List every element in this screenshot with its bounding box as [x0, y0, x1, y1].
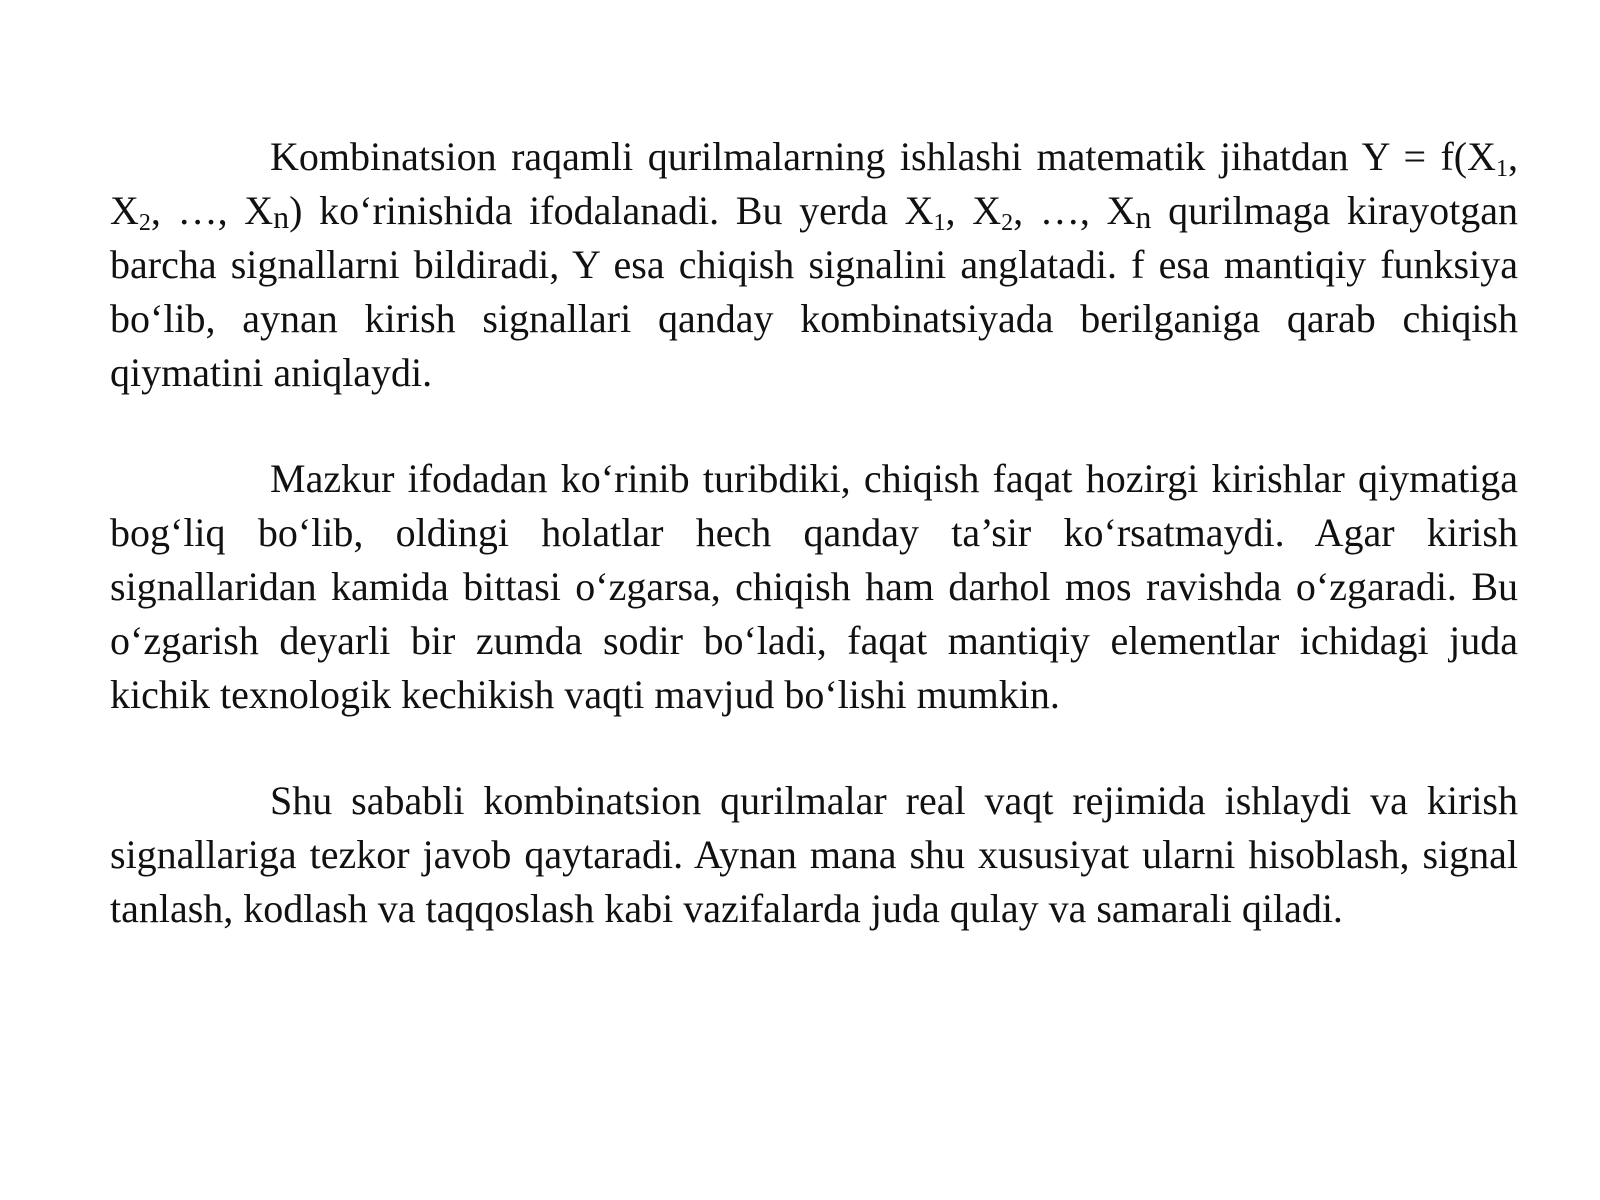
- paragraph-output-dependency: Mazkur ifodadan ko‘rinib turibdiki, chiqish faqat hozirgi kirishlar qiymatiga bog‘liq bo‘lib, oldingi holatlar hech qanday ta’sir ko‘rsatmaydi. Agar kirish signallaridan kamida bittasi o‘zgarsa, chiqish ham darhol mos ravishda o‘zgaradi. Bu o‘zgarish deyarli bir zumda sodir bo‘ladi, faqat mantiqiy elementlar ichidagi juda kichik texnologik kechikish vaqti mavjud bo‘lishi mumkin.: [110, 456, 1518, 717]
- separator: , …, X: [1013, 188, 1136, 233]
- paragraph-1-intro: Kombinatsion raqamli qurilmalarning ishlashi matematik jihatdan Y = f(X: [270, 134, 1496, 179]
- separator: , …, X: [150, 188, 274, 233]
- separator: , X: [945, 188, 1002, 233]
- subscript-1: 1: [933, 210, 946, 236]
- document-body: [110, 130, 1518, 936]
- subscript-1: 1: [1496, 156, 1508, 182]
- subscript-n: n: [273, 198, 290, 235]
- paragraph-1-rest: qurilmaga kirayotgan barcha signallarni bildiradi, Y esa chiqish signalini anglatadi. f esa mantiqiy funksiya bo‘lib, aynan kirish signallari qanday kombinatsiyada berilganiga qarab chiqish qiymatini aniqlaydi.: [110, 188, 1518, 395]
- subscript-2: 2: [1001, 210, 1014, 236]
- paragraph-1-mid: ) ko‘rinishida ifodalanadi. Bu yerda X: [289, 188, 934, 233]
- paragraph-realtime-usage: Shu sababli kombinatsion qurilmalar real vaqt rejimida ishlaydi va kirish signallariga tezkor javob qaytaradi. Aynan mana shu xususiyat ularni hisoblash, signal tanlash, kodlash va taqqoslash kabi vazifalarda juda qulay va samarali qiladi.: [110, 778, 1518, 931]
- separator: , X: [110, 134, 1518, 233]
- paragraph-formula-definition: [110, 130, 1518, 400]
- subscript-2: 2: [138, 210, 151, 236]
- subscript-n: n: [1135, 198, 1152, 235]
